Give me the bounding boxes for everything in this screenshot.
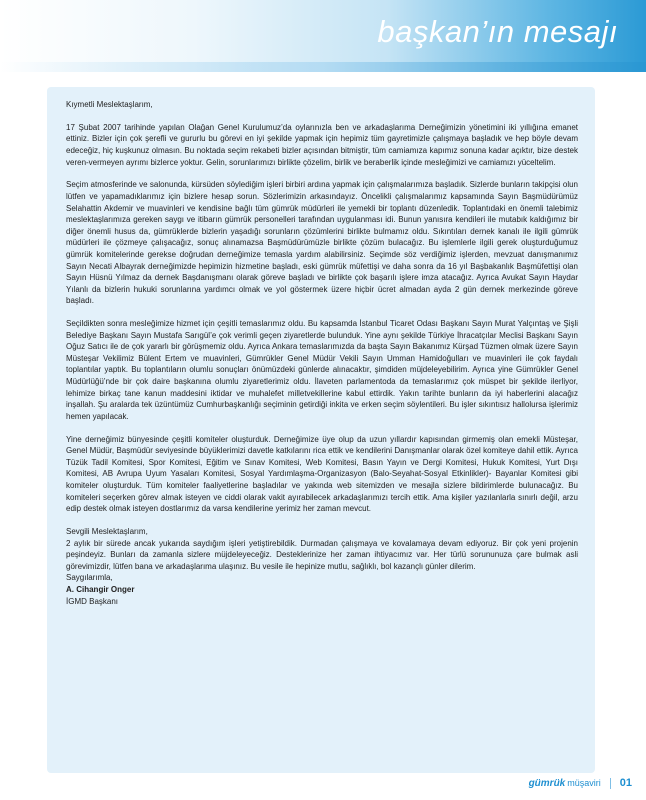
closing-text: 2 aylık bir sürede ancak yukarıda saydığım işleri yetiştirebildik. Durmadan çalışmaya ve kovalamaya devam ediyoruz. Bir çok yeni projenin peşindeyiz. Bunları da zamanla sizlere müjdeleyeceğiz. Desteklerinize her zaman ihtiyacımız var. Her türlü sorununuza çare bulmak asli görevimizdir, lütfen bana ve arkadaşlarıma ulaşınız. Bu vesile ile hepinize mutlu, sağlıklı, bol kazançlı günler dilerim. — [66, 538, 578, 571]
footer-subtitle: müşaviri — [567, 778, 601, 788]
regards: Saygılarımla, — [66, 573, 113, 583]
signer-title: İGMD Başkanı — [66, 596, 119, 606]
signer-name: A. Cihangir Onger — [66, 584, 135, 594]
signature-block — [66, 572, 578, 607]
page-title: başkan’ın mesajı — [377, 14, 618, 49]
footer — [529, 776, 632, 790]
letter-body — [66, 99, 578, 607]
footer-divider — [610, 778, 611, 789]
page-number: 01 — [619, 777, 632, 789]
paragraph-3: Seçildikten sonra mesleğimize hizmet için çeşitli temaslarımız oldu. Bu kapsamda İstanbul Ticaret Odası Başkanı Sayın Murat Yalçıntaş ve Şişli Belediye Başkanı Sayın Mustafa Sarıgül’e çok verimli geçen ziyaretlerde bulunduk. Yine aynı şekilde Türkiye İhracatçılar Meclisi Başkanı Sayın Oğuz Satıcı ile de çok yararlı bir görüşmemiz oldu. Ayrıca Ankara temaslarımızda da başta Sayın Bakanımız Kürşad Tüzmen olmak üzere Sayın Müsteşar Vekilimiz Bülent Ertem ve muavinleri, Gümrükler Genel Müdür Vekili Sayın Umman Hamidoğulları ve muavinleri ile çok faydalı toplantılar yaptık. Bu toplantıların olumlu sonuçları önümüzdeki günlerde alınacaktır, şimdiden müjdeleyebilirim. Ayrıca yine Gümrükler Genel Müdürlüğü’nde bir çok daire başkanına olumlu ziyaretlerimiz oldu. İlaveten parlamentoda da temaslarımız çok müspet bir şekilde ilerliyor, lehimize birkaç tane kanun maddesini iktidar ve muhalefet milletvekillerine kabul ettirdik. Yakın tarihte bunların da iyi haberlerini alacağız inşallah. Şu aralarda tek üzüntümüz Cumhurbaşkanlığı seçiminin getirdiği inkita ve erken seçim söylentileri. Bu işler sıkıntısız hallolursa işlerimiz hemen yapılacak. — [66, 319, 578, 421]
greeting: Kıymetli Meslektaşlarım, — [66, 100, 153, 109]
footer-brand: gümrük — [528, 777, 566, 789]
header-stripe — [0, 62, 646, 72]
header-banner — [0, 0, 646, 72]
closing-greeting: Sevgili Meslektaşlarım, — [66, 526, 148, 536]
paragraph-1: 17 Şubat 2007 tarihinde yapılan Olağan Genel Kurulumuz’da oylarınızla ben ve arkadaşlarıma Derneğimizin yönetimini iki yıllığına emanet ettiniz. Bizler için çok şerefli ve gururlu bu görevi en iyi şekilde yapmak için hepimiz tüm gayretimizle çalışmaya başladık ve hep böyle devam edeceğiz, hiç kuşkunuz olmasın. Bu noktada seçim rekabeti bizler açısından bitmiştir, tüm camiamıza kapımız sonuna kadar açıktır, bize destek veren-vermeyen ayrımı bizlerce yoktur. Gelin, sorunlarımızı birlikte çözelim, birlik ve beraberlik içinde mesleğimizi ve camiamızı yüceltelim. — [66, 122, 578, 167]
paragraph-2: Seçim atmosferinde ve salonunda, kürsüden söylediğim işleri birbiri ardına yapmak için çalışmalarımıza başladık. Sizlerde bunların takipçisi olun lütfen ve yapamadıklarımız için bizlere hesap sorun. Sözlerimizin arkasındayız. Öncelikli çalışmalarımız kapsamında Sayın Başmüdürümüz Selahattin Akdemir ve muavinleri ve kendisine bağlı tüm gümrük müdürleri ile yemekli bir toplantı düzenledik. Toplantıdaki en önemli talebimiz meslektaşlarımıza gereken saygı ve itibarın gümrük personelleri tarafından uygulanması idi. Bunun yanısıra kendileri ile mutabık kaldığımız bir diğer önemli husus da, gümrüklerde bizlerin yaşadığı sorunların çözümlerini birlikte bulmamız oldu. Sıkıntıları dernek kanalı ile ilgili gümrük müdürleri ile çözmeye çalışacağız, sonuç alınamazsa Başmüdürümüzle birlikte çözüm bulacağız. Bu işlemlerle ilgili gerek oluşturduğumuz gümrük komitelerinde gerekse doğrudan derneğimize temasla yardım alabilirsiniz. Seçimde söz verdiğimiz işlerden, mevzuat danışmanımız Sayın Necati Albayrak derneğimizde hepimizin hizmetine başladı, eski gümrük müfettişi ve daha sonra da 16 yıl Başbakanlık Başmüfettişi olan Sayın Hüsnü Yılmaz da dernek Başdanışmanı olarak göreve başladı ve birlikte çok başarılı işlere imza atacağız. Ayrıca Avukat Sayın Haydar Yılanlı da bizlerin hukuki sorunlarına yardımcı olmak ve yol göstermek üzere hiçbir ücret almadan ayda 2 gün dernek merkezinde göreve başladı. — [66, 180, 578, 306]
paragraph-4: Yine derneğimiz bünyesinde çeşitli komiteler oluşturduk. Derneğimize üye olup da uzun yıllardır kapısından girmemiş olan emekli Müsteşar, Genel Müdür, Başmüdür seviyesinde büyüklerimizi davetle katkılarını rica ettik ve kendilerini Danışmanlar olarak özel komiteye dahil ettik. Ayrıca Tüzük Tadil Komitesi, Spor Komitesi, Eğitim ve Sınav Komitesi, Web Komitesi, Basın Yayın ve Dergi Komitesi, Hukuk Komitesi, Yurt Dışı Komitesi, AB Avrupa Uyum Yasaları Komitesi, Sosyal Yardımlaşma-Organizasyon (Balo-Seyahat-Sosyal Etkinlikler)- Bayanlar Komitesi gibi komiteler oluşturduk. Tüm komiteler faaliyetlerine başladılar ve yakında web sitemizden ve mesajla sizlere bildirimlerde bulunacağız. Bu komiteleri seçerken görev almak isteyen ve ciddi olarak vakit ayırabilecek arkadaşlarımızı tercih ettik. Ama kişiler yazılanlarla sınırlı değil, arzu edip destek olmak isteyen dostlarımız da varsa kendilerine yerimiz her zaman mevcut. — [66, 434, 578, 514]
